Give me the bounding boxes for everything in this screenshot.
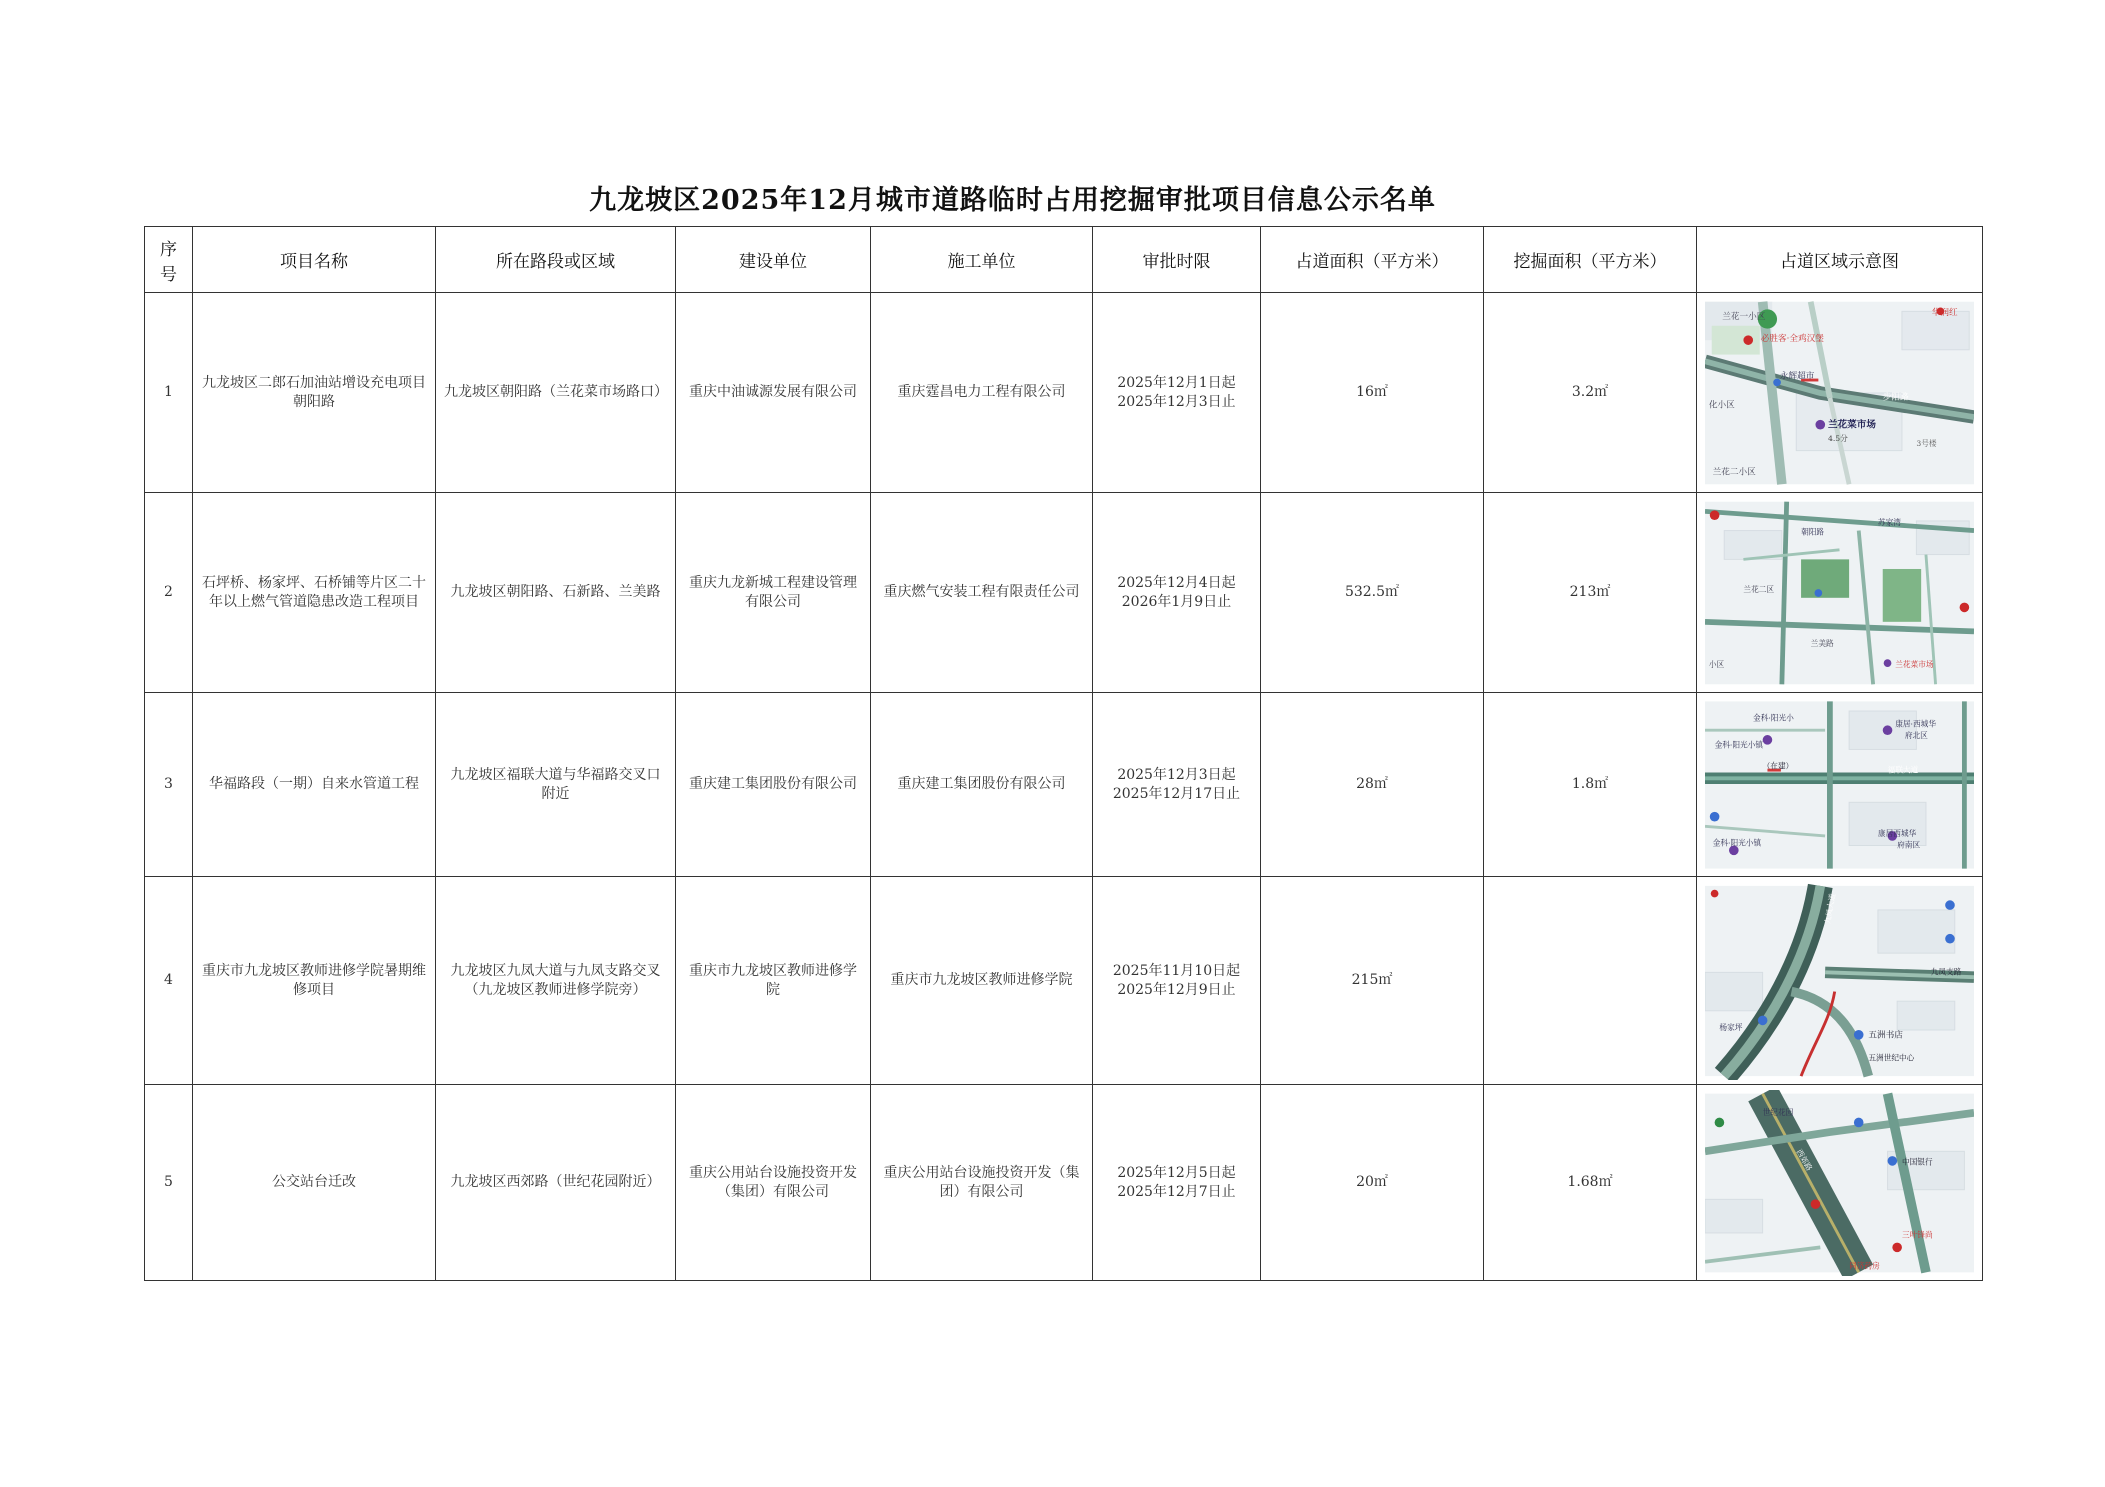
table-row xyxy=(145,293,1983,493)
header-no: 序号 xyxy=(145,227,193,293)
header-excavated: 挖掘面积（平方米） xyxy=(1484,227,1697,293)
row-period: 2025年12月1日起 2025年12月3日止 xyxy=(1093,293,1261,493)
header-location: 所在路段或区域 xyxy=(436,227,676,293)
map-label: 兰花二区 xyxy=(1743,584,1775,594)
row-occupied: 20㎡ xyxy=(1261,1085,1484,1281)
map-label: 康居西城华 xyxy=(1877,828,1917,838)
row-excavated: 3.2㎡ xyxy=(1484,293,1697,493)
header-map: 占道区域示意图 xyxy=(1697,227,1983,293)
map-thumbnail-5 xyxy=(1705,1090,1974,1276)
row-contractor: 重庆霆昌电力工程有限公司 xyxy=(871,293,1093,493)
header-period: 审批时限 xyxy=(1093,227,1261,293)
row-location: 九龙坡区朝阳路（兰花菜市场路口） xyxy=(436,293,676,493)
row-contractor: 重庆建工集团股份有限公司 xyxy=(871,693,1093,877)
map-label: 中国银行 xyxy=(1901,1157,1933,1167)
map-label: 3号楼 xyxy=(1916,438,1937,448)
map-label: 步阳路 xyxy=(1882,392,1909,403)
map-label: 康居·西城华 xyxy=(1895,718,1937,728)
row-location: 九龙坡区福联大道与华福路交叉口附近 xyxy=(436,693,676,877)
map-label: 兰花菜市场 xyxy=(1895,659,1934,669)
map-label: 金科·阳光小镇 xyxy=(1714,740,1764,750)
header-occupied: 占道面积（平方米） xyxy=(1261,227,1484,293)
map-label: 同济药房 xyxy=(1849,1261,1880,1271)
map-label: 三叶锋尚 xyxy=(1901,1230,1933,1240)
map-label: 金科·阳光小镇 xyxy=(1712,838,1762,848)
map-label: 九凤支路 xyxy=(1930,966,1962,976)
row-project: 重庆市九龙坡区教师进修学院暑期维修项目 xyxy=(193,877,436,1085)
map-cell xyxy=(1697,493,1983,693)
row-no: 5 xyxy=(145,1085,193,1281)
map-thumbnail-2 xyxy=(1705,498,1974,688)
row-excavated: 1.8㎡ xyxy=(1484,693,1697,877)
map-label: 兰美路 xyxy=(1810,638,1834,648)
map-cell xyxy=(1697,293,1983,493)
row-no: 3 xyxy=(145,693,193,877)
row-location: 九龙坡区九凤大道与九凤支路交叉（九龙坡区教师进修学院旁） xyxy=(436,877,676,1085)
map-label: 金科·阳光小 xyxy=(1753,713,1794,723)
table-header-row xyxy=(145,227,1983,293)
map-label: 朝阳路 xyxy=(1801,526,1825,536)
map-label: 兰花二小区 xyxy=(1712,467,1756,478)
map-label: 九凤大道 xyxy=(1822,892,1838,925)
table-row xyxy=(145,693,1983,877)
row-project: 石坪桥、杨家坪、石桥铺等片区二十年以上燃气管道隐患改造工程项目 xyxy=(193,493,436,693)
row-occupied: 28㎡ xyxy=(1261,693,1484,877)
row-project: 公交站台迁改 xyxy=(193,1085,436,1281)
row-period: 2025年12月3日起 2025年12月17日止 xyxy=(1093,693,1261,877)
row-no: 2 xyxy=(145,493,193,693)
row-contractor: 重庆燃气安装工程有限责任公司 xyxy=(871,493,1093,693)
page-title: 九龙坡区2025年12月城市道路临时占用挖掘审批项目信息公示名单 xyxy=(589,185,1436,216)
table-row xyxy=(145,1085,1983,1281)
table-row xyxy=(145,493,1983,693)
map-thumbnail-3 xyxy=(1705,698,1974,872)
row-builder: 重庆建工集团股份有限公司 xyxy=(676,693,871,877)
row-contractor: 重庆市九龙坡区教师进修学院 xyxy=(871,877,1093,1085)
table-row xyxy=(145,877,1983,1085)
row-excavated xyxy=(1484,877,1697,1085)
row-no: 4 xyxy=(145,877,193,1085)
map-cell xyxy=(1697,1085,1983,1281)
map-label: 小区 xyxy=(1708,659,1725,669)
header-contractor: 施工单位 xyxy=(871,227,1093,293)
map-label: 永辉超市 xyxy=(1779,371,1815,382)
map-label: 五洲世纪中心 xyxy=(1868,1053,1915,1063)
map-label: 必胜客·全鸡汉堡 xyxy=(1760,333,1824,344)
map-label: 五洲书店 xyxy=(1868,1030,1903,1041)
row-project: 九龙坡区二郎石加油站增设充电项目朝阳路 xyxy=(193,293,436,493)
map-cell xyxy=(1697,693,1983,877)
row-period: 2025年11月10日起 2025年12月9日止 xyxy=(1093,877,1261,1085)
row-project: 华福路段（一期）自来水管道工程 xyxy=(193,693,436,877)
row-builder: 重庆市九龙坡区教师进修学院 xyxy=(676,877,871,1085)
map-label: 苏家湾 xyxy=(1877,517,1901,527)
map-label: （在建） xyxy=(1762,761,1794,771)
map-thumbnail-1 xyxy=(1705,298,1974,488)
row-excavated: 213㎡ xyxy=(1484,493,1697,693)
map-label: 福联大道 xyxy=(1887,765,1919,775)
project-table xyxy=(144,226,1983,1281)
map-label: 西郊路 xyxy=(1794,1147,1814,1172)
row-period: 2025年12月5日起 2025年12月7日止 xyxy=(1093,1085,1261,1281)
row-period: 2025年12月4日起 2026年1月9日止 xyxy=(1093,493,1261,693)
map-thumbnail-4 xyxy=(1705,882,1974,1080)
map-cell xyxy=(1697,877,1983,1085)
row-contractor: 重庆公用站台设施投资开发（集团）有限公司 xyxy=(871,1085,1093,1281)
map-label: 杨家坪 xyxy=(1719,1022,1743,1032)
row-builder: 重庆九龙新城工程建设管理有限公司 xyxy=(676,493,871,693)
map-label: 化小区 xyxy=(1708,399,1735,410)
map-label: 府南区 xyxy=(1897,839,1921,849)
header-builder: 建设单位 xyxy=(676,227,871,293)
row-location: 九龙坡区朝阳路、石新路、兰美路 xyxy=(436,493,676,693)
row-builder: 重庆中油诚源发展有限公司 xyxy=(676,293,871,493)
row-occupied: 532.5㎡ xyxy=(1261,493,1484,693)
row-location: 九龙坡区西郊路（世纪花园附近） xyxy=(436,1085,676,1281)
map-label: 兰花菜市场 xyxy=(1827,419,1876,431)
map-label: 世纪花园 xyxy=(1762,1107,1794,1117)
header-project: 项目名称 xyxy=(193,227,436,293)
map-label: 府北区 xyxy=(1904,730,1928,740)
row-builder: 重庆公用站台设施投资开发（集团）有限公司 xyxy=(676,1085,871,1281)
row-no: 1 xyxy=(145,293,193,493)
row-occupied: 215㎡ xyxy=(1261,877,1484,1085)
row-excavated: 1.68㎡ xyxy=(1484,1085,1697,1281)
row-occupied: 16㎡ xyxy=(1261,293,1484,493)
map-label: 华润红 xyxy=(1931,307,1958,318)
map-label: 4.5分 xyxy=(1827,433,1848,443)
map-label: 兰花一小区 xyxy=(1722,311,1766,322)
